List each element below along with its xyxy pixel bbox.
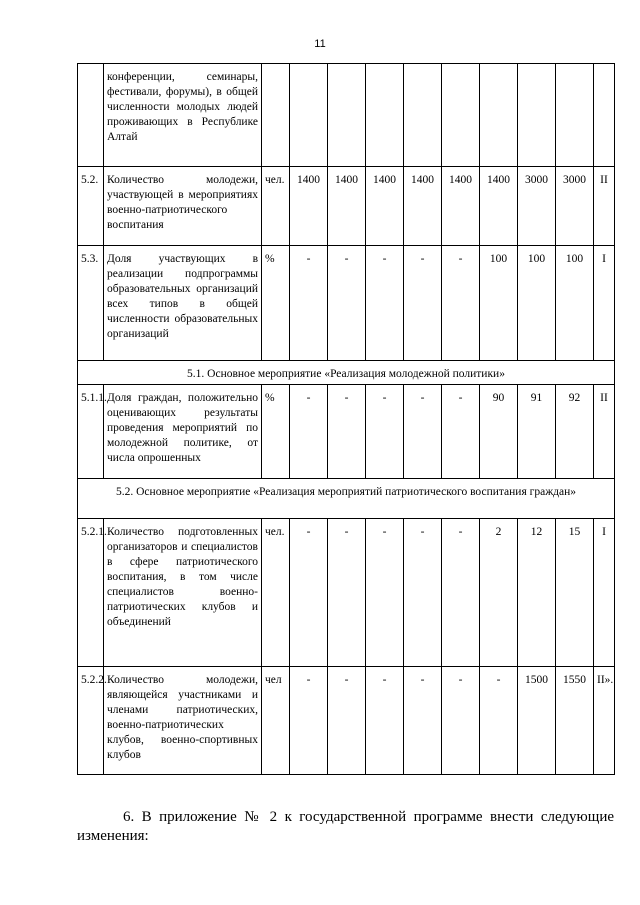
value-cell: - <box>328 667 366 775</box>
value-cell <box>442 64 480 167</box>
value-cell: - <box>290 519 328 667</box>
value-cell: 1400 <box>366 167 404 246</box>
value-cell: - <box>366 246 404 361</box>
value-cell: 100 <box>518 246 556 361</box>
value-cell <box>290 64 328 167</box>
value-cell: 100 <box>556 246 594 361</box>
rank-cell: II <box>594 385 615 479</box>
value-cell: - <box>290 667 328 775</box>
table-row <box>78 667 615 775</box>
value-cell: - <box>442 519 480 667</box>
value-cell: 12 <box>518 519 556 667</box>
indicator-name: Доля участвующих в реализации подпрограммы образовательных организаций всех типов в общей численности образовательных организаций <box>104 246 262 361</box>
indicator-number: 5.2. <box>78 167 104 246</box>
indicator-name: Количество подготовленных организаторов и специалистов в сфере патриотического воспитания, в том числе специалистов военно-патриотических клубов и объединений <box>104 519 262 667</box>
value-cell: 1400 <box>442 167 480 246</box>
value-cell: 3000 <box>556 167 594 246</box>
value-cell <box>328 64 366 167</box>
value-cell: 1400 <box>404 167 442 246</box>
unit-cell: чел. <box>262 519 290 667</box>
value-cell <box>366 64 404 167</box>
indicator-number: 5.3. <box>78 246 104 361</box>
value-cell: - <box>366 667 404 775</box>
page-number: 11 <box>314 38 326 50</box>
indicator-number: 5.2.1. <box>78 519 104 667</box>
value-cell <box>480 64 518 167</box>
indicator-number: 5.2.2. <box>78 667 104 775</box>
value-cell: - <box>404 667 442 775</box>
value-cell: 1500 <box>518 667 556 775</box>
unit-cell: чел. <box>262 167 290 246</box>
value-cell: - <box>404 385 442 479</box>
value-cell: - <box>328 385 366 479</box>
value-cell: - <box>328 519 366 667</box>
rank-cell: II <box>594 167 615 246</box>
section-row <box>78 479 615 519</box>
value-cell: - <box>404 519 442 667</box>
section-heading: 5.2. Основное мероприятие «Реализация мероприятий патриотического воспитания граждан» <box>78 479 615 519</box>
value-cell: - <box>290 246 328 361</box>
value-cell: 1400 <box>290 167 328 246</box>
unit-cell: чел <box>262 667 290 775</box>
table-row <box>78 519 615 667</box>
table-row <box>78 385 615 479</box>
value-cell: - <box>442 385 480 479</box>
value-cell: - <box>442 667 480 775</box>
value-cell: 2 <box>480 519 518 667</box>
indicator-name: конференции, семинары, фестивали, форумы), в общей численности молодых людей проживающих в Республике Алтай <box>104 64 262 167</box>
rank-cell: I <box>594 519 615 667</box>
rank-cell <box>594 64 615 167</box>
unit-cell: % <box>262 246 290 361</box>
indicator-name: Количество молодежи, участвующей в мероприятиях военно-патриотического воспитания <box>104 167 262 246</box>
value-cell <box>518 64 556 167</box>
section-heading: 5.1. Основное мероприятие «Реализация молодежной политики» <box>78 361 615 385</box>
value-cell: 15 <box>556 519 594 667</box>
table-row <box>78 64 615 167</box>
value-cell: 3000 <box>518 167 556 246</box>
value-cell: 91 <box>518 385 556 479</box>
table-row <box>78 246 615 361</box>
value-cell: 1400 <box>328 167 366 246</box>
rank-cell: I <box>594 246 615 361</box>
table-row <box>78 167 615 246</box>
unit-cell: % <box>262 385 290 479</box>
indicator-name: Доля граждан, положительно оценивающих результаты проведения мероприятий по молодежной политике, от числа опрошенных <box>104 385 262 479</box>
value-cell: 100 <box>480 246 518 361</box>
indicator-number: 5.1.1. <box>78 385 104 479</box>
indicator-number <box>78 64 104 167</box>
indicators-table <box>77 63 615 775</box>
body-paragraph: 6. В приложение № 2 к государственной программе внести следующие изменения: <box>77 809 614 844</box>
value-cell: - <box>366 519 404 667</box>
value-cell: 1550 <box>556 667 594 775</box>
value-cell: - <box>290 385 328 479</box>
value-cell: 90 <box>480 385 518 479</box>
value-cell: 1400 <box>480 167 518 246</box>
rank-cell: II». <box>594 667 615 775</box>
value-cell: - <box>404 246 442 361</box>
value-cell: - <box>442 246 480 361</box>
value-cell <box>404 64 442 167</box>
indicator-name: Количество молодежи, являющейся участниками и членами патриотических, военно-патриотических клубов, военно-спортивных клубов <box>104 667 262 775</box>
value-cell: - <box>328 246 366 361</box>
value-cell: - <box>480 667 518 775</box>
value-cell <box>556 64 594 167</box>
value-cell: - <box>366 385 404 479</box>
section-row <box>78 361 615 385</box>
unit-cell <box>262 64 290 167</box>
value-cell: 92 <box>556 385 594 479</box>
